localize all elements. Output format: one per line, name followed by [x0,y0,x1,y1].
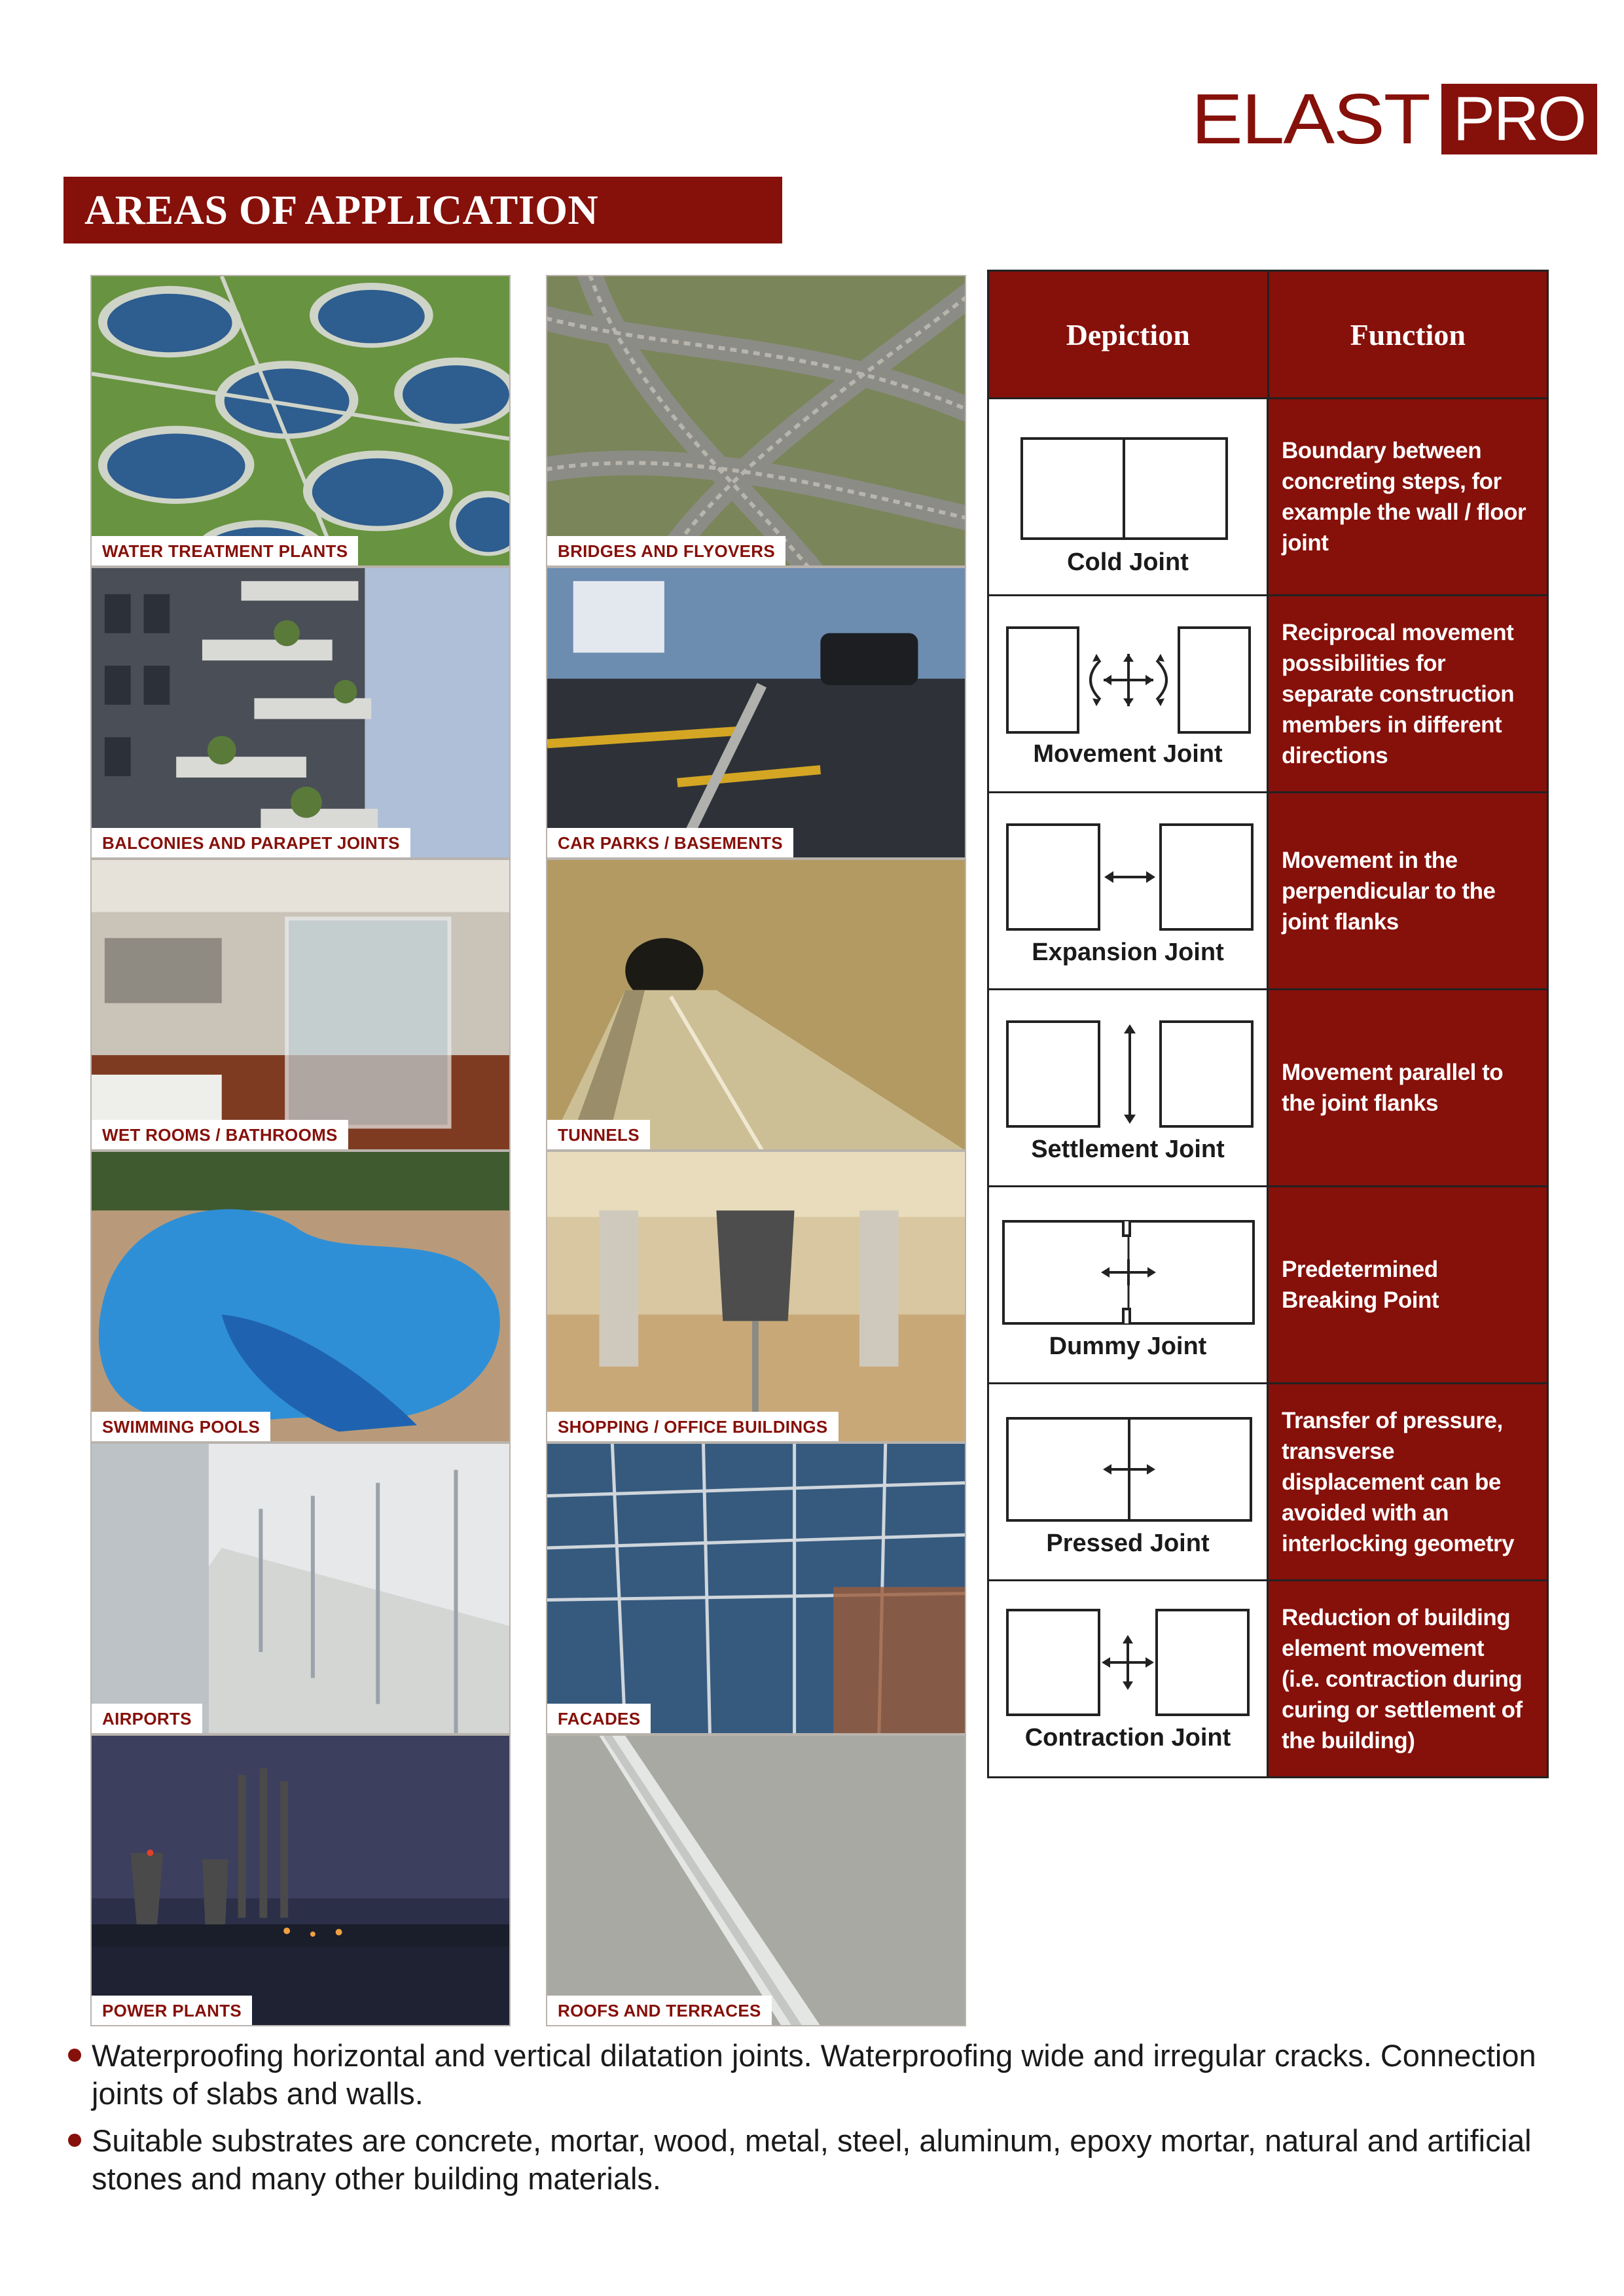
table-row [989,399,1547,596]
tile-label: BALCONIES AND PARAPET JOINTS [92,828,410,857]
dummy-joint-cell [989,1187,1269,1382]
brand-logo [1191,79,1597,159]
joint-name: Dummy Joint [1049,1333,1207,1360]
joint-name: Movement Joint [1033,740,1223,768]
tile-wet-rooms [90,859,511,1151]
tile-label: AIRPORTS [92,1704,202,1733]
facades-photo [547,1444,965,1734]
tile-swimming-pools [90,1151,511,1443]
feature-bullets [68,2037,1574,2207]
table-row [989,596,1547,793]
table-row [989,1384,1547,1581]
joint-function: Transfer of pressure, transverse displacement can be avoided with an interlocking geometry [1269,1384,1547,1579]
tile-label: SWIMMING POOLS [92,1412,270,1441]
joint-name: Contraction Joint [1024,1724,1231,1751]
bridges-photo [547,276,965,566]
joint-types-table [987,270,1549,1778]
tile-label: FACADES [547,1704,651,1733]
tile-label: CAR PARKS / BASEMENTS [547,828,793,857]
table-row [989,793,1547,990]
movement-joint-cell [989,596,1269,791]
joint-function: Reciprocal movement possibilities for separate construction members in different directions [1269,596,1547,791]
tile-shopping [546,1151,966,1443]
joint-name: Settlement Joint [1031,1136,1225,1163]
tunnels-photo [547,860,965,1150]
section-title: AREAS OF APPLICATION [84,187,599,233]
joint-function: Reduction of building element movement (i.e. contraction during curing or settlement of the building) [1269,1581,1547,1776]
joint-name: Pressed Joint [1046,1530,1210,1557]
table-row [989,990,1547,1187]
tile-water-treatment [90,275,511,567]
tile-bridges [546,275,966,567]
bullet-dot-icon [68,2134,81,2147]
tile-balconies [90,567,511,859]
tile-label: TUNNELS [547,1120,650,1149]
contraction-joint-cell [989,1581,1269,1776]
tile-car-parks [546,567,966,859]
wet-rooms-photo [92,860,509,1150]
table-row [989,1581,1547,1776]
balconies-photo [92,568,509,858]
pressed-joint-cell [989,1384,1269,1579]
water-treatment-photo [92,276,509,566]
bullet-item [68,2122,1574,2198]
joint-function: Movement in the perpendicular to the joint flanks [1269,793,1547,988]
bullet-dot-icon [68,2049,81,2062]
tile-roofs [546,1734,966,2026]
joint-name: Cold Joint [1067,548,1189,576]
bullet-item [68,2037,1574,2113]
tile-label: WET ROOMS / BATHROOMS [92,1120,348,1149]
expansion-joint-cell [989,793,1269,988]
shopping-photo [547,1152,965,1442]
joint-function: Movement parallel to the joint flanks [1269,990,1547,1185]
power-plants-photo [92,1736,509,2026]
tile-label: WATER TREATMENT PLANTS [92,536,358,565]
header-depiction: Depiction [989,272,1269,397]
cold-joint-cell [989,399,1269,594]
car-parks-photo [547,568,965,858]
tile-label: BRIDGES AND FLYOVERS [547,536,785,565]
bullet-text: Suitable substrates are concrete, mortar, wood, metal, steel, aluminum, epoxy mortar, natural and artificial stones and many other building materials. [92,2123,1532,2196]
swimming-pools-photo [92,1152,509,1442]
logo-box: PRO [1441,84,1597,154]
settlement-joint-cell [989,990,1269,1185]
tile-tunnels [546,859,966,1151]
tile-label: POWER PLANTS [92,1996,252,2025]
header-function: Function [1350,317,1466,351]
logo-wordmark: ELAST [1191,79,1430,159]
table-header [989,272,1547,399]
roofs-photo [547,1736,965,2026]
tile-facades [546,1443,966,1734]
joint-function: Boundary between concreting steps, for example the wall / floor joint [1269,399,1547,594]
bullet-text: Waterproofing horizontal and vertical dilatation joints. Waterproofing wide and irregular cracks. Connection joints of slabs and walls. [92,2038,1536,2111]
airports-photo [92,1444,509,1734]
tile-label: ROOFS AND TERRACES [547,1996,772,2025]
tile-airports [90,1443,511,1734]
table-row [989,1187,1547,1384]
joint-function: Predetermined Breaking Point [1269,1187,1547,1382]
tile-label: SHOPPING / OFFICE BUILDINGS [547,1412,839,1441]
tile-power-plants [90,1734,511,2026]
joint-name: Expansion Joint [1032,939,1224,966]
section-header [63,177,782,243]
